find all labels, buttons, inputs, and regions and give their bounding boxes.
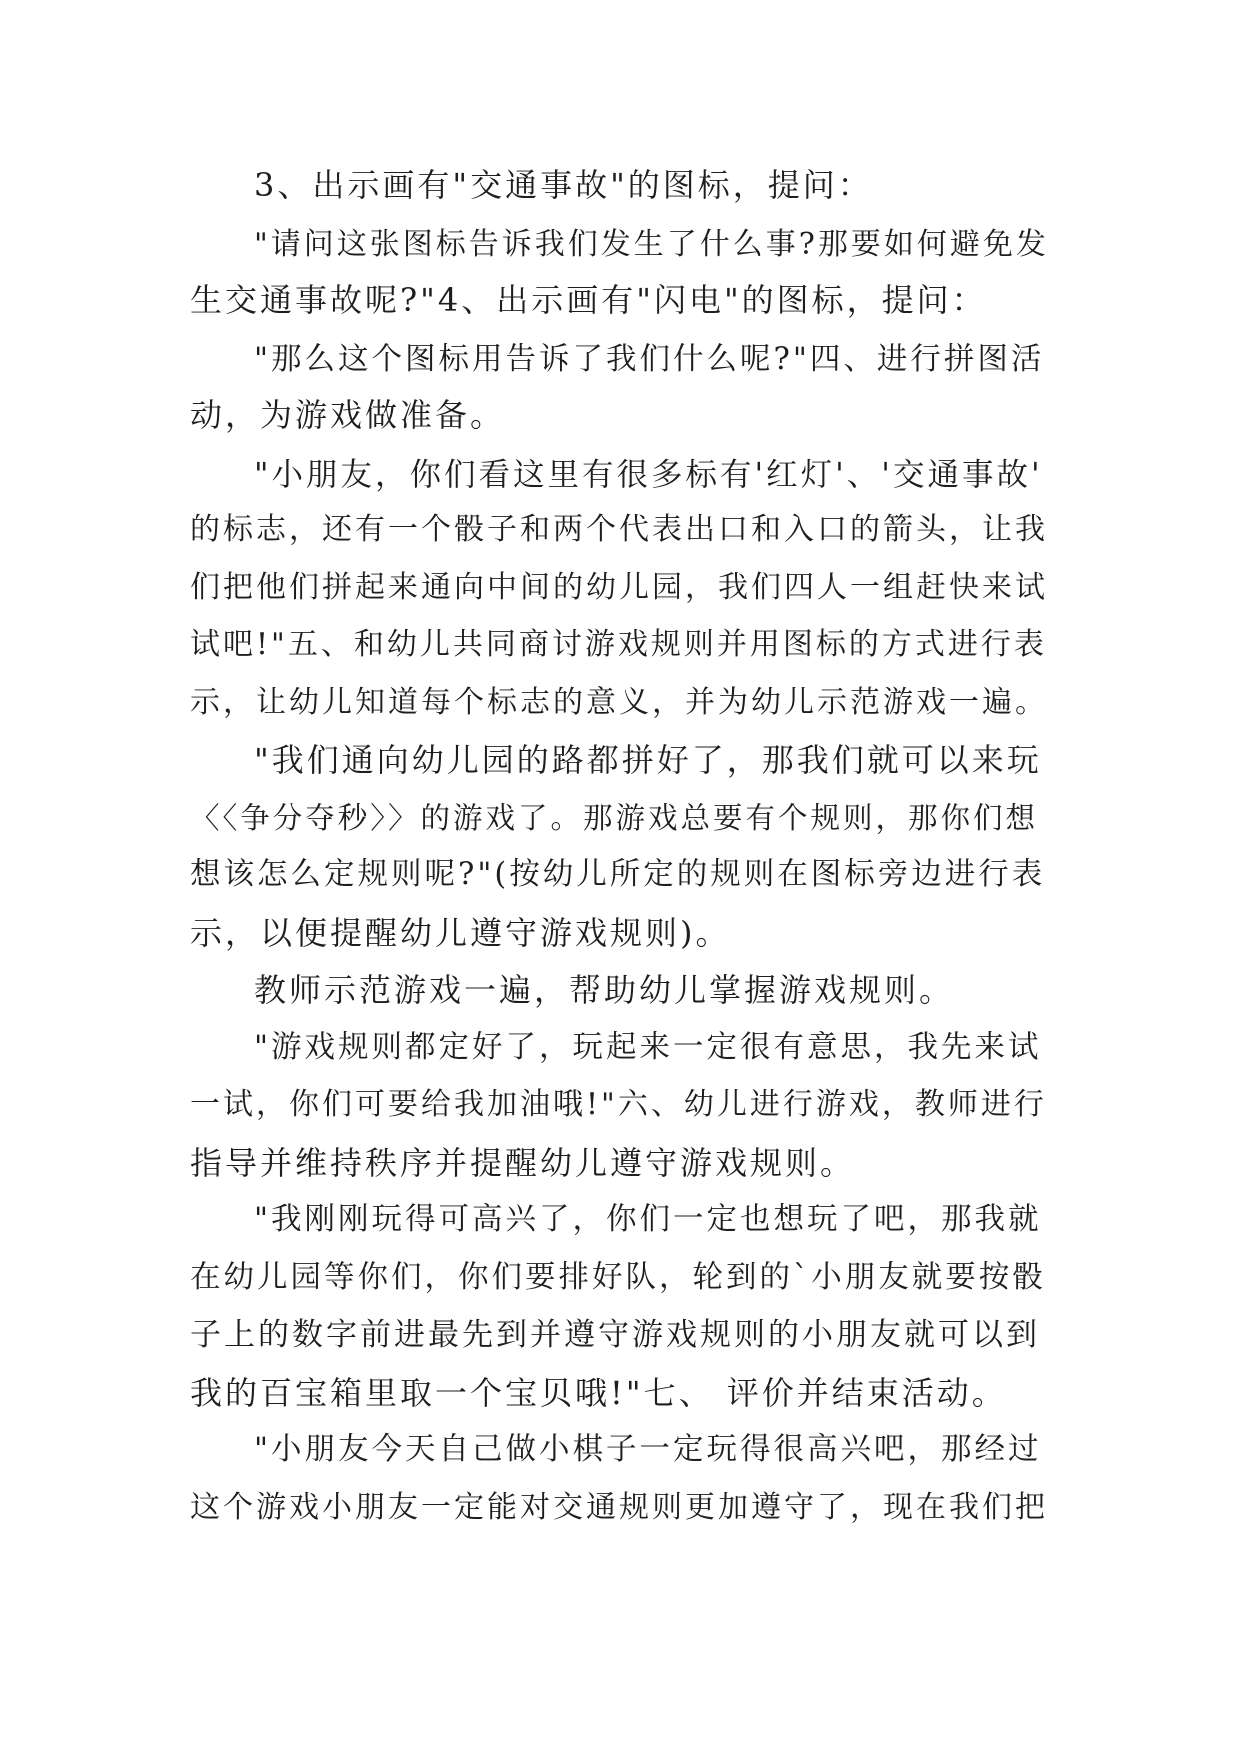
text-line: 我的百宝箱里取一个宝贝哦!"七、 评价并结束活动。 bbox=[190, 1374, 1007, 1412]
text-line: "游戏规则都定好了，玩起来一定很有意思，我先来试 bbox=[254, 1030, 1042, 1065]
text-line: 一试，你们可要给我加油哦!"六、幼儿进行游戏，教师进行 bbox=[190, 1087, 1047, 1122]
text-line: 示，以便提醒幼儿遵守游戏规则)。 bbox=[190, 914, 731, 952]
text-line: 示，让幼儿知道每个标志的意义，并为幼儿示范游戏一遍。 bbox=[190, 685, 1048, 720]
text-line: 想该怎么定规则呢?"(按幼儿所定的规则在图标旁边进行表 bbox=[190, 857, 1046, 892]
text-line: 的标志，还有一个骰子和两个代表出口和入口的箭头，让我 bbox=[190, 512, 1048, 547]
text-line: 试吧!"五、和幼儿共同商讨游戏规则并用图标的方式进行表 bbox=[190, 627, 1047, 662]
text-line: 们把他们拼起来通向中间的幼儿园，我们四人一组赶快来试 bbox=[190, 570, 1048, 605]
text-line: "请问这张图标告诉我们发生了什么事?那要如何避免发 bbox=[254, 227, 1049, 262]
text-line: "那么这个图标用告诉了我们什么呢?"四、进行拼图活 bbox=[254, 342, 1045, 377]
text-line: "我刚刚玩得可高兴了，你们一定也想玩了吧，那我就 bbox=[254, 1202, 1042, 1237]
text-line: 这个游戏小朋友一定能对交通规则更加遵守了，现在我们把 bbox=[190, 1490, 1048, 1525]
text-line: "小朋友，你们看这里有很多标有'红灯'、'交通事故' bbox=[254, 457, 1043, 493]
text-line: 〈〈争分夺秒〉〉的游戏了。那游戏总要有个规则，那你们想 bbox=[190, 801, 1039, 835]
text-line: 指导并维持秩序并提醒幼儿遵守游戏规则。 bbox=[190, 1144, 856, 1182]
text-line: 3、出示画有"交通事故"的图标，提问： bbox=[254, 166, 873, 204]
text-line: 教师示范游戏一遍，帮助幼儿掌握游戏规则。 bbox=[254, 971, 955, 1009]
text-line: 生交通事故呢?"4、出示画有"闪电"的图标，提问： bbox=[190, 281, 987, 319]
text-line: "我们通向幼儿园的路都拼好了，那我们就可以来玩 bbox=[254, 741, 1042, 779]
text-line: 动，为游戏做准备。 bbox=[190, 396, 506, 434]
text-line: 子上的数字前进最先到并遵守游戏规则的小朋友就可以到 bbox=[190, 1317, 1040, 1353]
text-line: "小朋友今天自己做小棋子一定玩得很高兴吧，那经过 bbox=[254, 1432, 1042, 1467]
text-line: 在幼儿园等你们，你们要排好队，轮到的`小朋友就要按骰 bbox=[190, 1260, 1046, 1295]
